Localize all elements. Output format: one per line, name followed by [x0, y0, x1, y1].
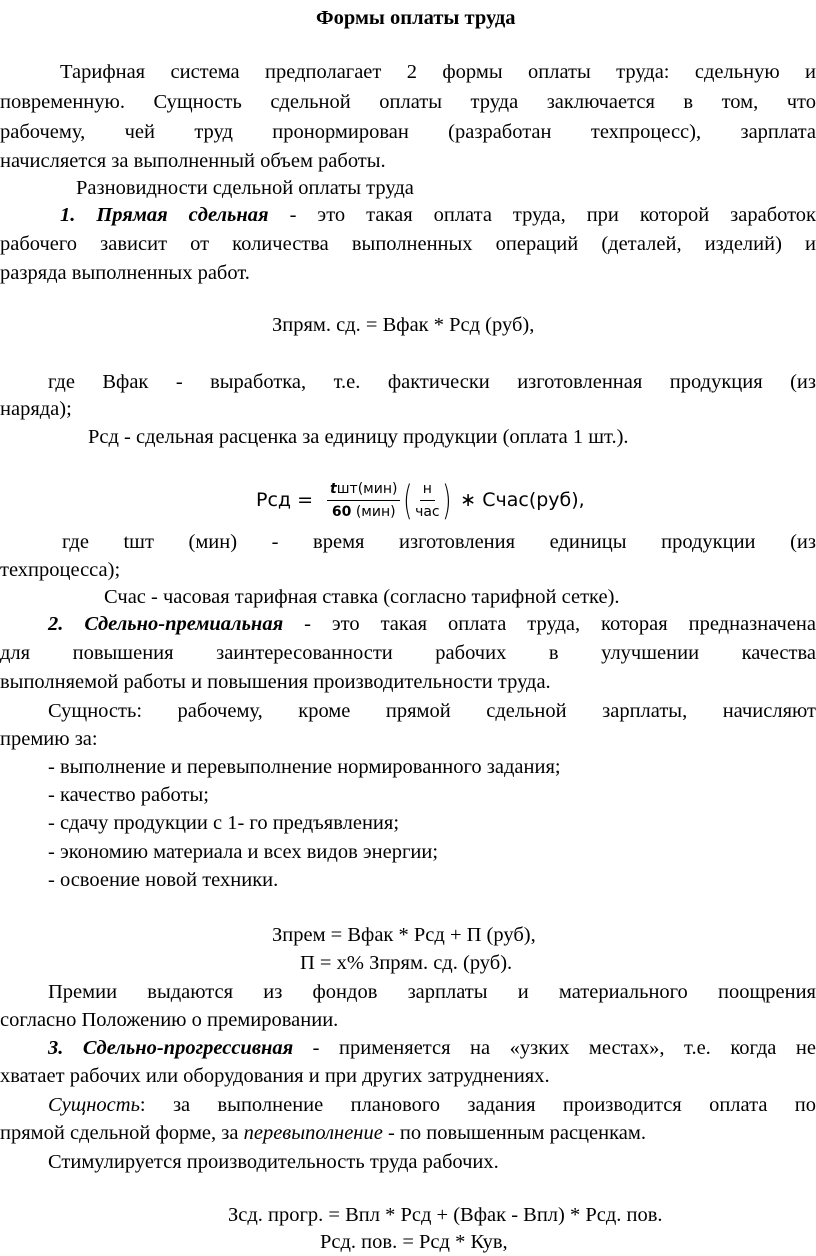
- section-1-heading: 1. Прямая сдельная: [60, 204, 269, 226]
- fraction-time: $\frac{\text{tшт(мин)}}{\text{60 (мин)}}$: [327, 480, 400, 521]
- formula-premium-amount: П = х% Зпрям. сд. (руб).: [300, 952, 513, 974]
- formula-rate: [256, 470, 585, 530]
- formula-increased-rate: Рсд. пов. = Рсд * Кув,: [320, 1231, 508, 1253]
- section-2-line-2: для повышения заинтересованности рабочих в улучшении качества: [0, 642, 816, 664]
- premium-line-2: согласно Положению о премировании.: [0, 1009, 339, 1031]
- essence-line-1: Сущность: рабочему, кроме прямой сдельной зарплаты, начисляют: [48, 700, 816, 722]
- subheading: Разновидности сдельной оплаты труда: [76, 177, 414, 199]
- formula-premium: Зпрем = Вфак * Рсд + П (руб),: [272, 924, 536, 946]
- where-2-line-2: техпроцесса);: [0, 559, 121, 581]
- paren-left: (: [403, 477, 413, 524]
- where-2-line-1: где tшт (мин) - время изготовления единицы продукции (из: [62, 531, 816, 553]
- essence-3-line-1: Сущность: за выполнение планового задания производится оплата по: [48, 1094, 816, 1116]
- essence-line-2: премию за:: [0, 728, 98, 750]
- fraction-norm: $\frac{н}{\text{час}}$: [415, 481, 440, 520]
- intro-line-1: Тарифная система предполагает 2 формы оплаты труда: сдельную и: [60, 61, 816, 83]
- where-2-line-3: Счас - часовая тарифная ставка (согласно тарифной сетке).: [104, 586, 620, 608]
- section-1-line-3: разряда выполненных работ.: [0, 262, 250, 284]
- section-2-heading: 2. Сдельно-премиальная: [48, 613, 284, 635]
- page-title: Формы оплаты труда: [316, 7, 516, 29]
- essence-3-line-2: прямой сдельной форме, за перевыполнение - по повышенным расценкам.: [0, 1122, 646, 1144]
- formula-direct: Зпрям. сд. = Вфак * Рсд (руб),: [272, 314, 535, 336]
- where-1-line-2: наряда);: [0, 398, 72, 420]
- intro-line-3: рабочему, чей труд пронормирован (разработан техпроцесс), зарплата: [0, 121, 816, 143]
- section-3-line-2: хватает рабочих или оборудования и при других затруднениях.: [0, 1065, 550, 1087]
- where-1-line-3: Рсд - сдельная расценка за единицу продукции (оплата 1 шт.).: [88, 426, 629, 448]
- premium-line-1: Премии выдаются из фондов зарплаты и материального поощрения: [48, 981, 816, 1003]
- section-2-line-3: выполняемой работы и повышения производительности труда.: [0, 671, 551, 693]
- where-1-line-1: где Вфак - выработка, т.е. фактически изготовленная продукция (из: [48, 371, 816, 393]
- section-3-heading: 3. Сдельно-прогрессивная: [48, 1037, 294, 1059]
- formula-rate-lhs: Рсд =: [256, 489, 313, 511]
- essence-3-label: Сущность: [48, 1094, 140, 1116]
- section-1-line-2: рабочего зависит от количества выполненных операций (деталей, изделий) и: [0, 233, 816, 255]
- list-item: - сдачу продукции с 1- го предъявления;: [48, 812, 400, 834]
- list-item: - качество работы;: [48, 784, 209, 806]
- list-item: - освоение новой техники.: [48, 869, 279, 891]
- formula-rate-tail: ∗ Счас(руб),: [460, 489, 585, 511]
- section-2-line-1: 2. Сдельно-премиальная - это такая оплата труда, которая предназначена: [48, 613, 816, 635]
- paren-right: ): [441, 477, 452, 524]
- intro-line-4: начисляется за выполненный объем работы.: [0, 150, 386, 172]
- formula-progressive: Зсд. прогр. = Впл * Рсд + (Вфак - Впл) * Рсд. пов.: [228, 1204, 663, 1226]
- list-item: - экономию материала и всех видов энергии;: [48, 841, 439, 863]
- section-1-line-1: 1. Прямая сдельная - это такая оплата труда, при которой заработок: [60, 204, 816, 226]
- intro-line-2: повременную. Сущность сдельной оплаты труда заключается в том, что: [0, 91, 816, 113]
- section-3-line-1: 3. Сдельно-прогрессивная - применяется на «узких местах», т.е. когда не: [48, 1037, 816, 1059]
- stimulus-line: Стимулируется производительность труда рабочих.: [48, 1151, 499, 1173]
- list-item: - выполнение и перевыполнение нормированного задания;: [48, 756, 561, 778]
